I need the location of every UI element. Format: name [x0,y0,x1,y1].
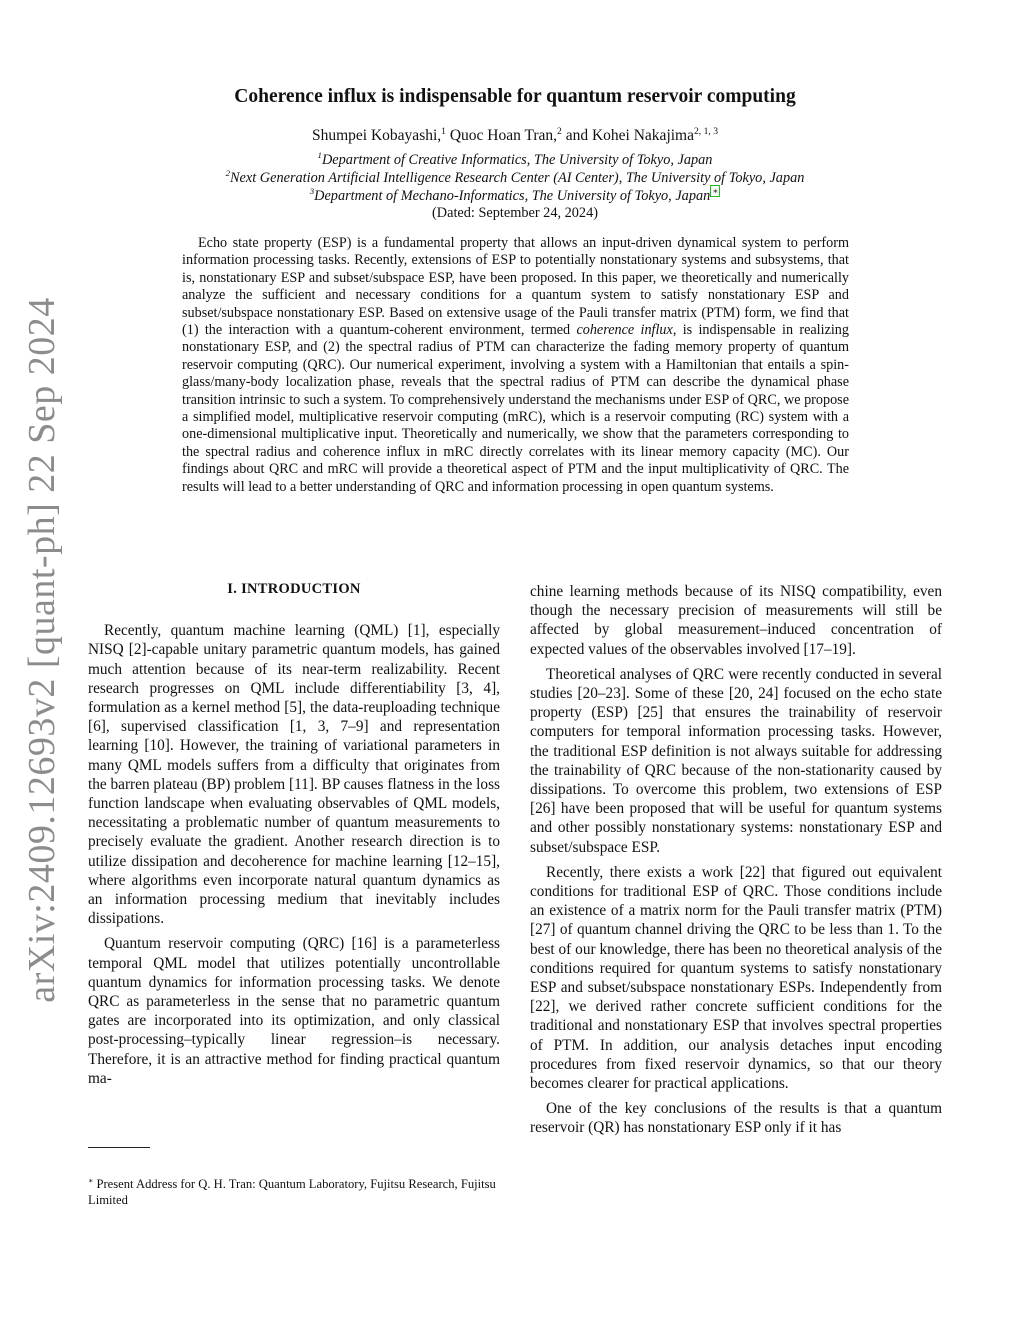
footnote-marker-link[interactable]: ∗ [712,186,719,196]
left-column [88,580,500,1094]
author-affil-index: 2, 1, 3 [694,125,718,137]
arxiv-side-label[interactable]: arXiv:2409.12693v2 [quant-ph] 22 Sep 2024 [21,297,63,1003]
abstract-text: Echo state property (ESP) is a fundamental property that allows an input-driven dynamical system to perform information processing tasks. Recently, extensions of ESP to potentially nonstationary systems and subsystems, that is, nonstationary ESP and subset/subspace ESP, have been proposed. In this paper, we theoretically and numerically analyze the sufficient and necessary conditions for a quantum system to satisfy nonstationary ESP and subset/subspace nonstationary ESP. Based on extensive usage of the Pauli transfer matrix (PTM) form, we find that (1) the interaction with a quantum-coherent environment, termed [182,235,849,339]
affiliation-text: Department of Mechano-Informatics, The University of Tokyo, Japan [314,187,711,204]
author-affil-index: 2 [557,125,562,137]
date-line: (Dated: September 24, 2024) [432,205,598,221]
affiliation-number: 3 [309,186,315,196]
footnote-divider [88,1147,150,1148]
body-paragraph: Quantum reservoir computing (QRC) [16] is a parameterless temporal QML model that utilizes potentially uncontrollable quantum dynamics for information processing tasks. We denote QRC as parameterless in the sense that no parametric quantum gates are incorporated into its optimization, and only classical post-processing–typically linear regression–is necessary. Therefore, it is an attractive method for finding practical quantum ma- [88,935,500,1087]
right-column [530,582,942,1144]
body-paragraph: Recently, quantum machine learning (QML) [1], especially NISQ [2]-capable unitary parametric quantum models, has gained much attention because of its near-term realizability. Recent research progresses on QML include differentiability [3, 4], formulation as a kernel method [5], the data-reuploading technique [6], supervised classification [1, 3, 7–9] and representation learning [10]. However, the training of variational parameters in many QML models suffers from a difficulty that originates from the barren plateau (BP) problem [11]. BP causes flatness in the loss function landscape when evaluating observables of QML models, necessitating a problematic number of quantum measurements to precisely evaluate the gradient. Another research direction is to utilize dissipation and decoherence for machine learning [12–15], where algorithms even incorporate natural quantum dynamics as an information processing medium that inevitably includes dissipations. [88,622,500,928]
abstract-text: , is indispensable in realizing nonstationary ESP, and (2) the spectral radius of PTM can characterize the fading memory property of quantum reservoir computing (QRC). Our numerical experiment, involving a system with a Hamiltonian that entails a spin-glass/many-body localization phase, reveals that the spectral radius of PTM can describe the dynamical phase transition intrinsic to such a system. To comprehensively understand the mechanisms under ESP of QRC, we propose a simplified model, multiplicative reservoir computing (mRC), which is a reservoir computing (RC) system with a one-dimensional multiplicative input. Theoretically and numerically, we show that the parameters corresponding to the spectral radius and coherence influx in mRC directly correlates with its linear memory capacity (MC). Our findings about QRC and mRC will provide a theoretical aspect of PTM and the input multiplicativity of QRC. The results will lead to a better understanding of QRC and information processing in open quantum systems. [182,322,849,495]
footnote-text: Present Address for Q. H. Tran: Quantum Laboratory, Fujitsu Research, Fujitsu Limited [88,1177,496,1207]
affiliation-text: Department of Creative Informatics, The University of Tokyo, Japan [321,152,713,168]
body-paragraph: Theoretical analyses of QRC were recently conducted in several studies [20–23]. Some of these [20, 24] focused on the echo state property (ESP) [25] that ensures the trainability of reservoir computers for temporal information processing tasks. However, the traditional ESP definition is not always suitable for addressing the trainability of QRC because of the non-stationarity caused by dissipations. To overcome this problem, two extensions of ESP [26] have been proposed that will be useful for quantum systems and other possibly nonstationary systems: nonstationary ESP and subset/subspace ESP. [530,665,942,856]
abstract [182,235,849,496]
footnote-mark: ∗ [88,1175,94,1185]
author-name: Shumpei Kobayashi, [312,127,442,144]
author-name: Quoc Hoan Tran, [449,127,558,144]
affiliation-text: Next Generation Artificial Intelligence Research Center (AI Center), The University of Tokyo, Japan [230,170,805,186]
body-paragraph: Recently, there exists a work [22] that figured out equivalent conditions for traditional ESP of QRC. Those conditions include an existence of a matrix norm for the Pauli transfer matrix (PTM) [27] of quantum channel driving the QRC to be less than 1. To the best of our knowledge, there has been no theoretical analysis of the conditions required for quantum systems to satisfy nonstationary ESP and subset/subspace nonstationary ESPs. Independently from [22], we derived rather concrete sufficient conditions for the traditional and nonstationary ESP that involves spectral properties of PTM. In addition, our analysis detaches input encoding procedures from fixed reservoir dynamics, so that our theory becomes clearer for practical applications. [530,863,942,1093]
abstract-emphasis: coherence influx [576,322,673,339]
body-paragraph: chine learning methods because of its NISQ compatibility, even though the necessary precision of measurements will still be affected by global measurement–induced concentration of expected values of the observables involved [17–19]. [530,583,942,658]
affiliation-3 [90,187,940,205]
author-conjunction: and [565,127,589,144]
affiliation-number: 1 [317,150,322,161]
affiliation-1 [90,152,940,169]
section-heading: I. INTRODUCTION [227,581,361,597]
affiliation-2 [90,170,940,187]
footnote [88,1176,500,1208]
paper-title: Coherence influx is indispensable for quantum reservoir computing [234,86,796,107]
author-name: Kohei Nakajima [591,127,694,144]
author-list [90,127,940,145]
affiliation-number: 2 [225,168,231,179]
body-paragraph: One of the key conclusions of the results is that a quantum reservoir (QR) has nonstationary ESP only if it has [530,1100,942,1137]
author-affil-index: 1 [441,125,446,137]
